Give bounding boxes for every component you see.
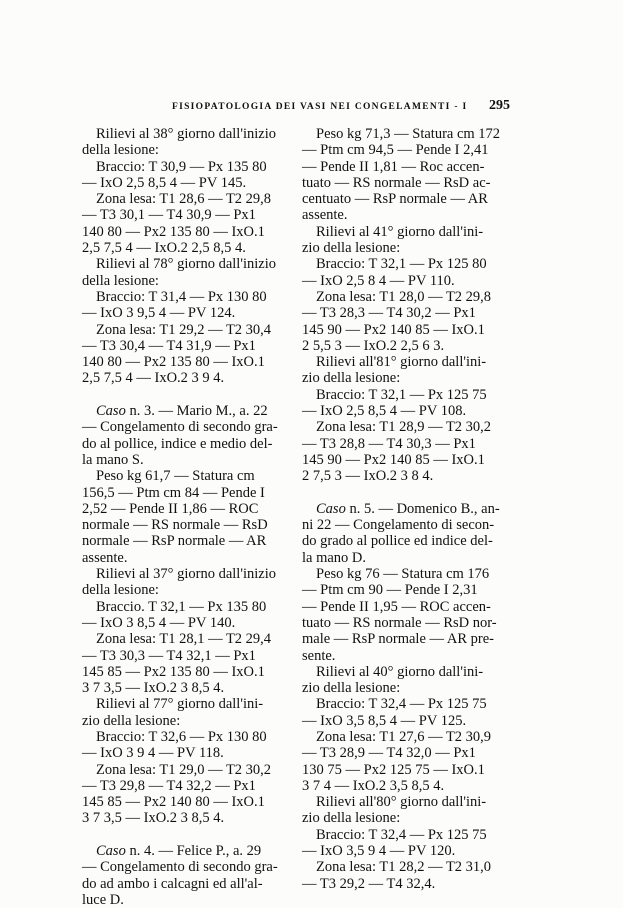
line-text: zio della lesione: — [302, 370, 401, 387]
line-text: della lesione: — [82, 582, 159, 599]
line-text: Rilievi al 78° giorno dall'inizio — [96, 256, 276, 273]
line-text: — T3 28,3 — T4 30,2 — Px1 — [302, 305, 476, 322]
line-text: assente. — [302, 207, 348, 224]
text-line — [82, 305, 287, 321]
text-line — [82, 273, 287, 289]
text-line — [82, 631, 287, 647]
text-line — [302, 859, 514, 875]
text-line — [82, 452, 287, 468]
line-text: centuato — RsP normale — AR — [302, 191, 488, 208]
text-line — [302, 224, 514, 240]
line-text: — IxO 3,5 9 4 — PV 120. — [302, 843, 456, 860]
line-text: — T3 30,3 — T4 32,1 — Px1 — [82, 647, 256, 664]
text-line — [82, 240, 287, 256]
text-line — [82, 582, 287, 598]
text-line — [302, 419, 514, 435]
text-line — [82, 517, 287, 533]
line-text: tuato — RS normale — RsD nor- — [302, 614, 497, 631]
line-text: sente. — [302, 647, 336, 664]
text-line — [302, 403, 514, 419]
text-line — [302, 370, 514, 386]
text-line — [82, 159, 287, 175]
text-line — [302, 305, 514, 321]
line-text: — T3 29,2 — T4 32,4. — [302, 875, 436, 892]
text-line — [302, 810, 514, 826]
line-text: 145 85 — Px2 135 80 — IxO.1 — [82, 663, 265, 680]
case-label: Caso — [96, 403, 126, 420]
text-line — [82, 338, 287, 354]
line-text: Braccio: T 32,4 — Px 125 75 — [316, 826, 487, 843]
text-line — [82, 664, 287, 680]
line-text: Braccio: T 32,4 — Px 125 75 — [316, 696, 487, 713]
line-text: — Congelamento di secondo gra- — [82, 859, 278, 876]
page-number: 295 — [489, 98, 510, 113]
line-text: Rilievi al 38° giorno dall'inizio — [96, 126, 276, 142]
line-text: 145 90 — Px2 140 85 — IxO.1 — [302, 451, 485, 468]
text-line — [302, 696, 514, 712]
line-text: della lesione: — [82, 272, 159, 289]
line-text: 130 75 — Px2 125 75 — IxO.1 — [302, 761, 485, 778]
left-column — [82, 126, 287, 908]
line-text: do grado al pollice ed indice del- — [302, 533, 493, 550]
text-line — [302, 175, 514, 191]
line-text: Braccio. T 32,1 — Px 135 80 — [96, 598, 267, 615]
line-text: normale — RS normale — RsD — [82, 517, 268, 534]
line-text: assente. — [82, 549, 128, 566]
line-text: Braccio: T 31,4 — Px 130 80 — [96, 288, 267, 305]
text-line — [302, 468, 514, 484]
paragraph-gap — [82, 387, 287, 403]
right-column — [302, 126, 514, 892]
text-line — [302, 354, 514, 370]
text-line — [302, 566, 514, 582]
line-text: Zona lesa: T1 28,0 — T2 29,8 — [316, 288, 492, 305]
line-text: n. 4. — Felice P., a. 29 — [125, 843, 262, 860]
text-line — [82, 289, 287, 305]
text-line — [82, 501, 287, 517]
text-line — [302, 762, 514, 778]
text-line — [82, 403, 287, 419]
line-text: della lesione: — [82, 142, 159, 159]
line-text: — IxO 3 9 4 — PV 118. — [82, 745, 224, 762]
text-line — [82, 224, 287, 240]
line-text: n. 5. — Domenico B., an- — [345, 500, 500, 517]
line-text: — IxO 3 8,5 4 — PV 140. — [82, 614, 236, 631]
text-line — [82, 615, 287, 631]
text-line — [82, 680, 287, 696]
text-line — [302, 191, 514, 207]
line-text: Zona lesa: T1 29,2 — T2 30,4 — [96, 321, 272, 338]
text-line — [82, 550, 287, 566]
text-line — [302, 664, 514, 680]
line-text: Peso kg 61,7 — Statura cm — [96, 468, 255, 485]
line-text: Zona lesa: T1 28,6 — T2 29,8 — [96, 191, 272, 208]
text-line — [302, 256, 514, 272]
line-text: — Congelamento di secondo gra- — [82, 419, 278, 436]
case-label: Caso — [316, 500, 346, 517]
line-text: — T3 30,1 — T4 30,9 — Px1 — [82, 207, 256, 224]
line-text: zio della lesione: — [302, 680, 401, 697]
line-text: — T3 30,4 — T4 31,9 — Px1 — [82, 337, 256, 354]
line-text: — IxO 2,5 8,5 4 — PV 145. — [82, 174, 247, 191]
line-text: Rilievi al 37° giorno dall'inizio — [96, 566, 276, 583]
line-text: zio della lesione: — [302, 810, 401, 827]
line-text: 2,5 7,5 4 — IxO.2 3 9 4. — [82, 370, 225, 387]
line-text: 156,5 — Ptm cm 84 — Pende I — [82, 484, 265, 501]
line-text: Peso kg 71,3 — Statura cm 172 — [316, 126, 501, 142]
text-line — [302, 207, 514, 223]
line-text: Braccio: T 32,1 — Px 125 80 — [316, 256, 487, 273]
text-line — [302, 582, 514, 598]
text-line — [302, 599, 514, 615]
page-header — [0, 98, 623, 118]
line-text: 140 80 — Px2 135 80 — IxO.1 — [82, 223, 265, 240]
text-line — [82, 126, 287, 142]
line-text: — Ptm cm 94,5 — Pende I 2,41 — [302, 142, 489, 159]
text-line — [302, 240, 514, 256]
text-line — [82, 175, 287, 191]
text-line — [302, 745, 514, 761]
text-line — [82, 468, 287, 484]
line-text: — Ptm cm 90 — Pende I 2,31 — [302, 582, 478, 599]
text-line — [302, 387, 514, 403]
line-text: 140 80 — Px2 135 80 — IxO.1 — [82, 354, 265, 371]
text-line — [302, 289, 514, 305]
text-line — [302, 338, 514, 354]
text-line — [82, 648, 287, 664]
text-line — [82, 370, 287, 386]
text-line — [302, 648, 514, 664]
line-text: luce D. — [82, 891, 124, 908]
line-text: — T3 28,9 — T4 32,0 — Px1 — [302, 745, 476, 762]
line-text: Braccio: T 32,6 — Px 130 80 — [96, 728, 267, 745]
text-line — [302, 501, 514, 517]
line-text: 2,52 — Pende II 1,86 — ROC — [82, 500, 259, 517]
text-line — [302, 713, 514, 729]
text-line — [82, 696, 287, 712]
text-line — [302, 794, 514, 810]
line-text: 2,5 7,5 4 — IxO.2 2,5 8,5 4. — [82, 240, 246, 257]
line-text: — IxO 3 9,5 4 — PV 124. — [82, 305, 236, 322]
text-line — [82, 485, 287, 501]
text-line — [82, 859, 287, 875]
text-line — [302, 827, 514, 843]
line-text: Rilievi al 40° giorno dall'ini- — [316, 663, 484, 680]
text-line — [82, 436, 287, 452]
paragraph-gap — [302, 485, 514, 501]
text-line — [82, 142, 287, 158]
line-text: zio della lesione: — [302, 240, 401, 257]
line-text: do al pollice, indice e medio del- — [82, 435, 273, 452]
line-text: 3 7 4 — IxO.2 3,5 8,5 4. — [302, 777, 445, 794]
line-text: n. 3. — Mario M., a. 22 — [125, 403, 268, 420]
running-head: FISIOPATOLOGIA DEI VASI NEI CONGELAMENTI - I — [172, 102, 468, 112]
line-text: — Pende II 1,81 — Roc accen- — [302, 158, 485, 175]
text-line — [82, 778, 287, 794]
line-text: Rilievi al 41° giorno dall'ini- — [316, 223, 484, 240]
line-text: Zona lesa: T1 27,6 — T2 30,9 — [316, 728, 492, 745]
text-line — [82, 745, 287, 761]
text-line — [302, 843, 514, 859]
text-line — [82, 876, 287, 892]
line-text: Rilievi all'80° giorno dall'ini- — [316, 794, 487, 811]
text-line — [82, 729, 287, 745]
line-text: la mano D. — [302, 549, 367, 566]
text-line — [82, 533, 287, 549]
line-text: Zona lesa: T1 28,2 — T2 31,0 — [316, 859, 492, 876]
text-line — [82, 713, 287, 729]
line-text: male — RsP normale — AR pre- — [302, 631, 494, 648]
text-line — [82, 419, 287, 435]
text-line — [302, 159, 514, 175]
text-line — [302, 142, 514, 158]
line-text: do ad ambo i calcagni ed all'al- — [82, 875, 263, 892]
line-text: zio della lesione: — [82, 712, 181, 729]
line-text: Braccio: T 32,1 — Px 125 75 — [316, 386, 487, 403]
text-line — [302, 436, 514, 452]
line-text: — Pende II 1,95 — ROC accen- — [302, 598, 491, 615]
line-text: 145 85 — Px2 140 80 — IxO.1 — [82, 794, 265, 811]
text-line — [82, 843, 287, 859]
line-text: 3 7 3,5 — IxO.2 3 8,5 4. — [82, 810, 225, 827]
line-text: Zona lesa: T1 28,9 — T2 30,2 — [316, 419, 492, 436]
case-label: Caso — [96, 843, 126, 860]
line-text: Zona lesa: T1 28,1 — T2 29,4 — [96, 631, 272, 648]
text-line — [82, 322, 287, 338]
line-text: — IxO 3,5 8,5 4 — PV 125. — [302, 712, 467, 729]
line-text: 2 5,5 3 — IxO.2 2,5 6 3. — [302, 337, 445, 354]
text-line — [302, 517, 514, 533]
line-text: Peso kg 76 — Statura cm 176 — [316, 566, 490, 583]
line-text: 145 90 — Px2 140 85 — IxO.1 — [302, 321, 485, 338]
text-line — [302, 615, 514, 631]
text-line — [82, 566, 287, 582]
line-text: Rilievi al 77° giorno dall'ini- — [96, 696, 264, 713]
text-line — [82, 762, 287, 778]
line-text: 2 7,5 3 — IxO.2 3 8 4. — [302, 468, 434, 485]
line-text: — T3 29,8 — T4 32,2 — Px1 — [82, 777, 256, 794]
text-line — [82, 256, 287, 272]
text-line — [302, 273, 514, 289]
text-line — [302, 452, 514, 468]
text-line — [302, 729, 514, 745]
text-line — [82, 599, 287, 615]
text-line — [82, 191, 287, 207]
text-line — [302, 533, 514, 549]
text-line — [302, 876, 514, 892]
text-line — [302, 778, 514, 794]
line-text: — IxO 2,5 8 4 — PV 110. — [302, 272, 455, 289]
line-text: Braccio: T 30,9 — Px 135 80 — [96, 158, 267, 175]
text-line — [82, 354, 287, 370]
text-line — [302, 322, 514, 338]
line-text: normale — RsP normale — AR — [82, 533, 267, 550]
text-line — [302, 631, 514, 647]
line-text: — IxO 2,5 8,5 4 — PV 108. — [302, 403, 467, 420]
line-text: 3 7 3,5 — IxO.2 3 8,5 4. — [82, 680, 225, 697]
text-line — [82, 794, 287, 810]
line-text: ni 22 — Congelamento di secon- — [302, 517, 495, 534]
line-text: la mano S. — [82, 451, 144, 468]
paragraph-gap — [82, 827, 287, 843]
text-line — [302, 126, 514, 142]
line-text: Rilievi all'81° giorno dall'ini- — [316, 354, 487, 371]
line-text: tuato — RS normale — RsD ac- — [302, 174, 491, 191]
line-text: Zona lesa: T1 29,0 — T2 30,2 — [96, 761, 272, 778]
line-text: — T3 28,8 — T4 30,3 — Px1 — [302, 435, 476, 452]
text-line — [82, 810, 287, 826]
text-line — [302, 680, 514, 696]
text-line — [82, 207, 287, 223]
text-line — [302, 550, 514, 566]
